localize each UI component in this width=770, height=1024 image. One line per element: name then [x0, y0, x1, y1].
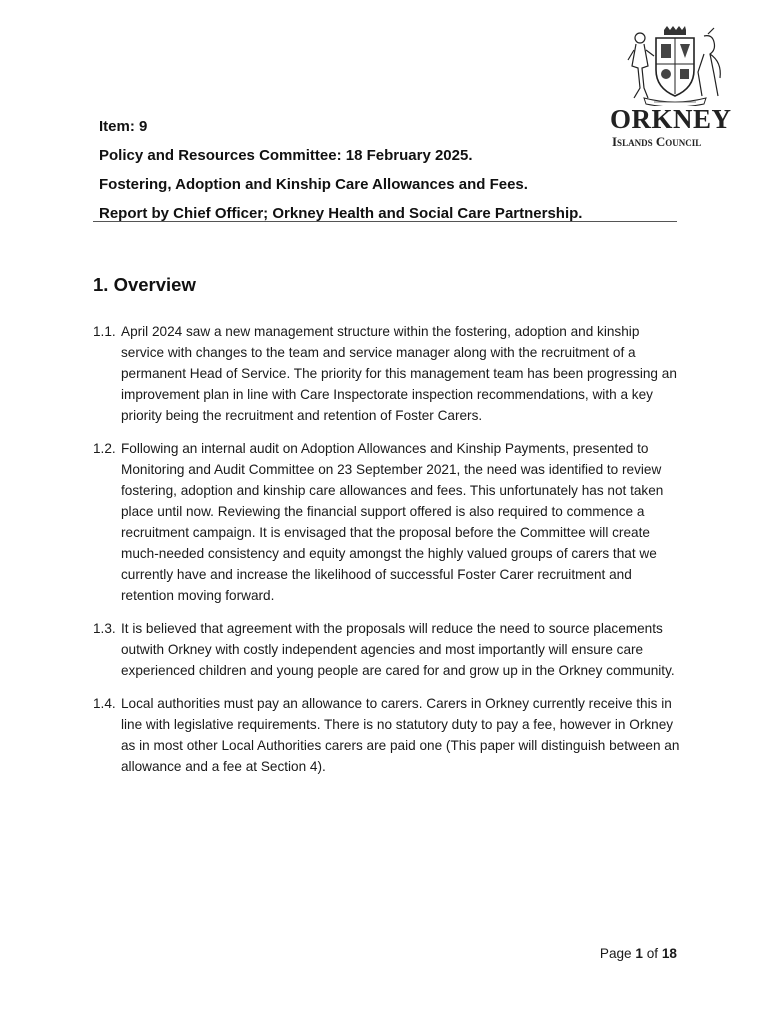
paragraph-1-2: [93, 438, 683, 606]
coat-of-arms-icon: [624, 26, 726, 106]
section-heading: 1. Overview: [93, 274, 196, 295]
paragraph-1-3: [93, 618, 683, 681]
page-label: Page: [599, 946, 632, 961]
paragraph-number: 1.1.: [93, 324, 116, 339]
report-header: [99, 112, 679, 228]
paragraph-text: Following an internal audit on Adoption Allowances and Kinship Payments, presented to Monitoring and Audit Committee on 23 September 2021, the need was identified to review fostering, adoption and kinship care allowances and fees. This unfortunately has not taken place until now. Reviewing the financial support offered is also required to commence a recruitment campaign. It is envisaged that the proposal before the Committee will create much-needed consistency and equity amongst the highly valued groups of carers that we currently have and increase the likelihood of successful Foster Carer recruitment and retention moving forward.: [121, 441, 664, 603]
report-subject: Fostering, Adoption and Kinship Care Allowances and Fees.: [99, 176, 528, 193]
paragraph-text: Local authorities must pay an allowance to carers. Carers in Orkney currently receive this in line with legislative requirements. There is no statutory duty to pay a fee, however in Orkney as in most other Local Authorities carers are paid one (This paper will distinguish between an allowance and a fee at Section 4).: [121, 696, 680, 774]
paragraph-number: 1.3.: [93, 621, 116, 636]
paragraph-1-1: [93, 321, 683, 426]
logo-title: ORKNEY: [610, 104, 732, 134]
paragraph-text: It is believed that agreement with the proposals will reduce the need to source placements outwith Orkney with costly independent agencies and most importantly will ensure care experienced children and young people are cared for and grow up in the Orkney community.: [121, 621, 675, 678]
of-label: of: [646, 946, 659, 961]
total-pages: 18: [661, 946, 677, 961]
logo-subtitle: Islands Council: [612, 134, 702, 149]
header-divider: [93, 221, 677, 222]
paragraph-1-4: [93, 693, 683, 777]
current-page: 1: [635, 946, 643, 961]
item-number: Item: 9: [99, 118, 148, 135]
report-author: Report by Chief Officer; Orkney Health and Social Care Partnership.: [99, 205, 583, 222]
committee-line: Policy and Resources Committee: 18 February 2025.: [99, 147, 473, 164]
paragraph-number: 1.2.: [93, 441, 116, 456]
overview-paragraphs: [93, 321, 683, 789]
page-number-footer: [600, 944, 677, 964]
paragraph-text: April 2024 saw a new management structure within the fostering, adoption and kinship service with changes to the team and service manager along with the recruitment of a permanent Head of Service. The priority for this management team has been progressing an improvement plan in line with Care Inspectorate inspection recommendations, with a key priority being the recruitment and retention of Foster Carers.: [121, 324, 677, 423]
paragraph-number: 1.4.: [93, 696, 116, 711]
